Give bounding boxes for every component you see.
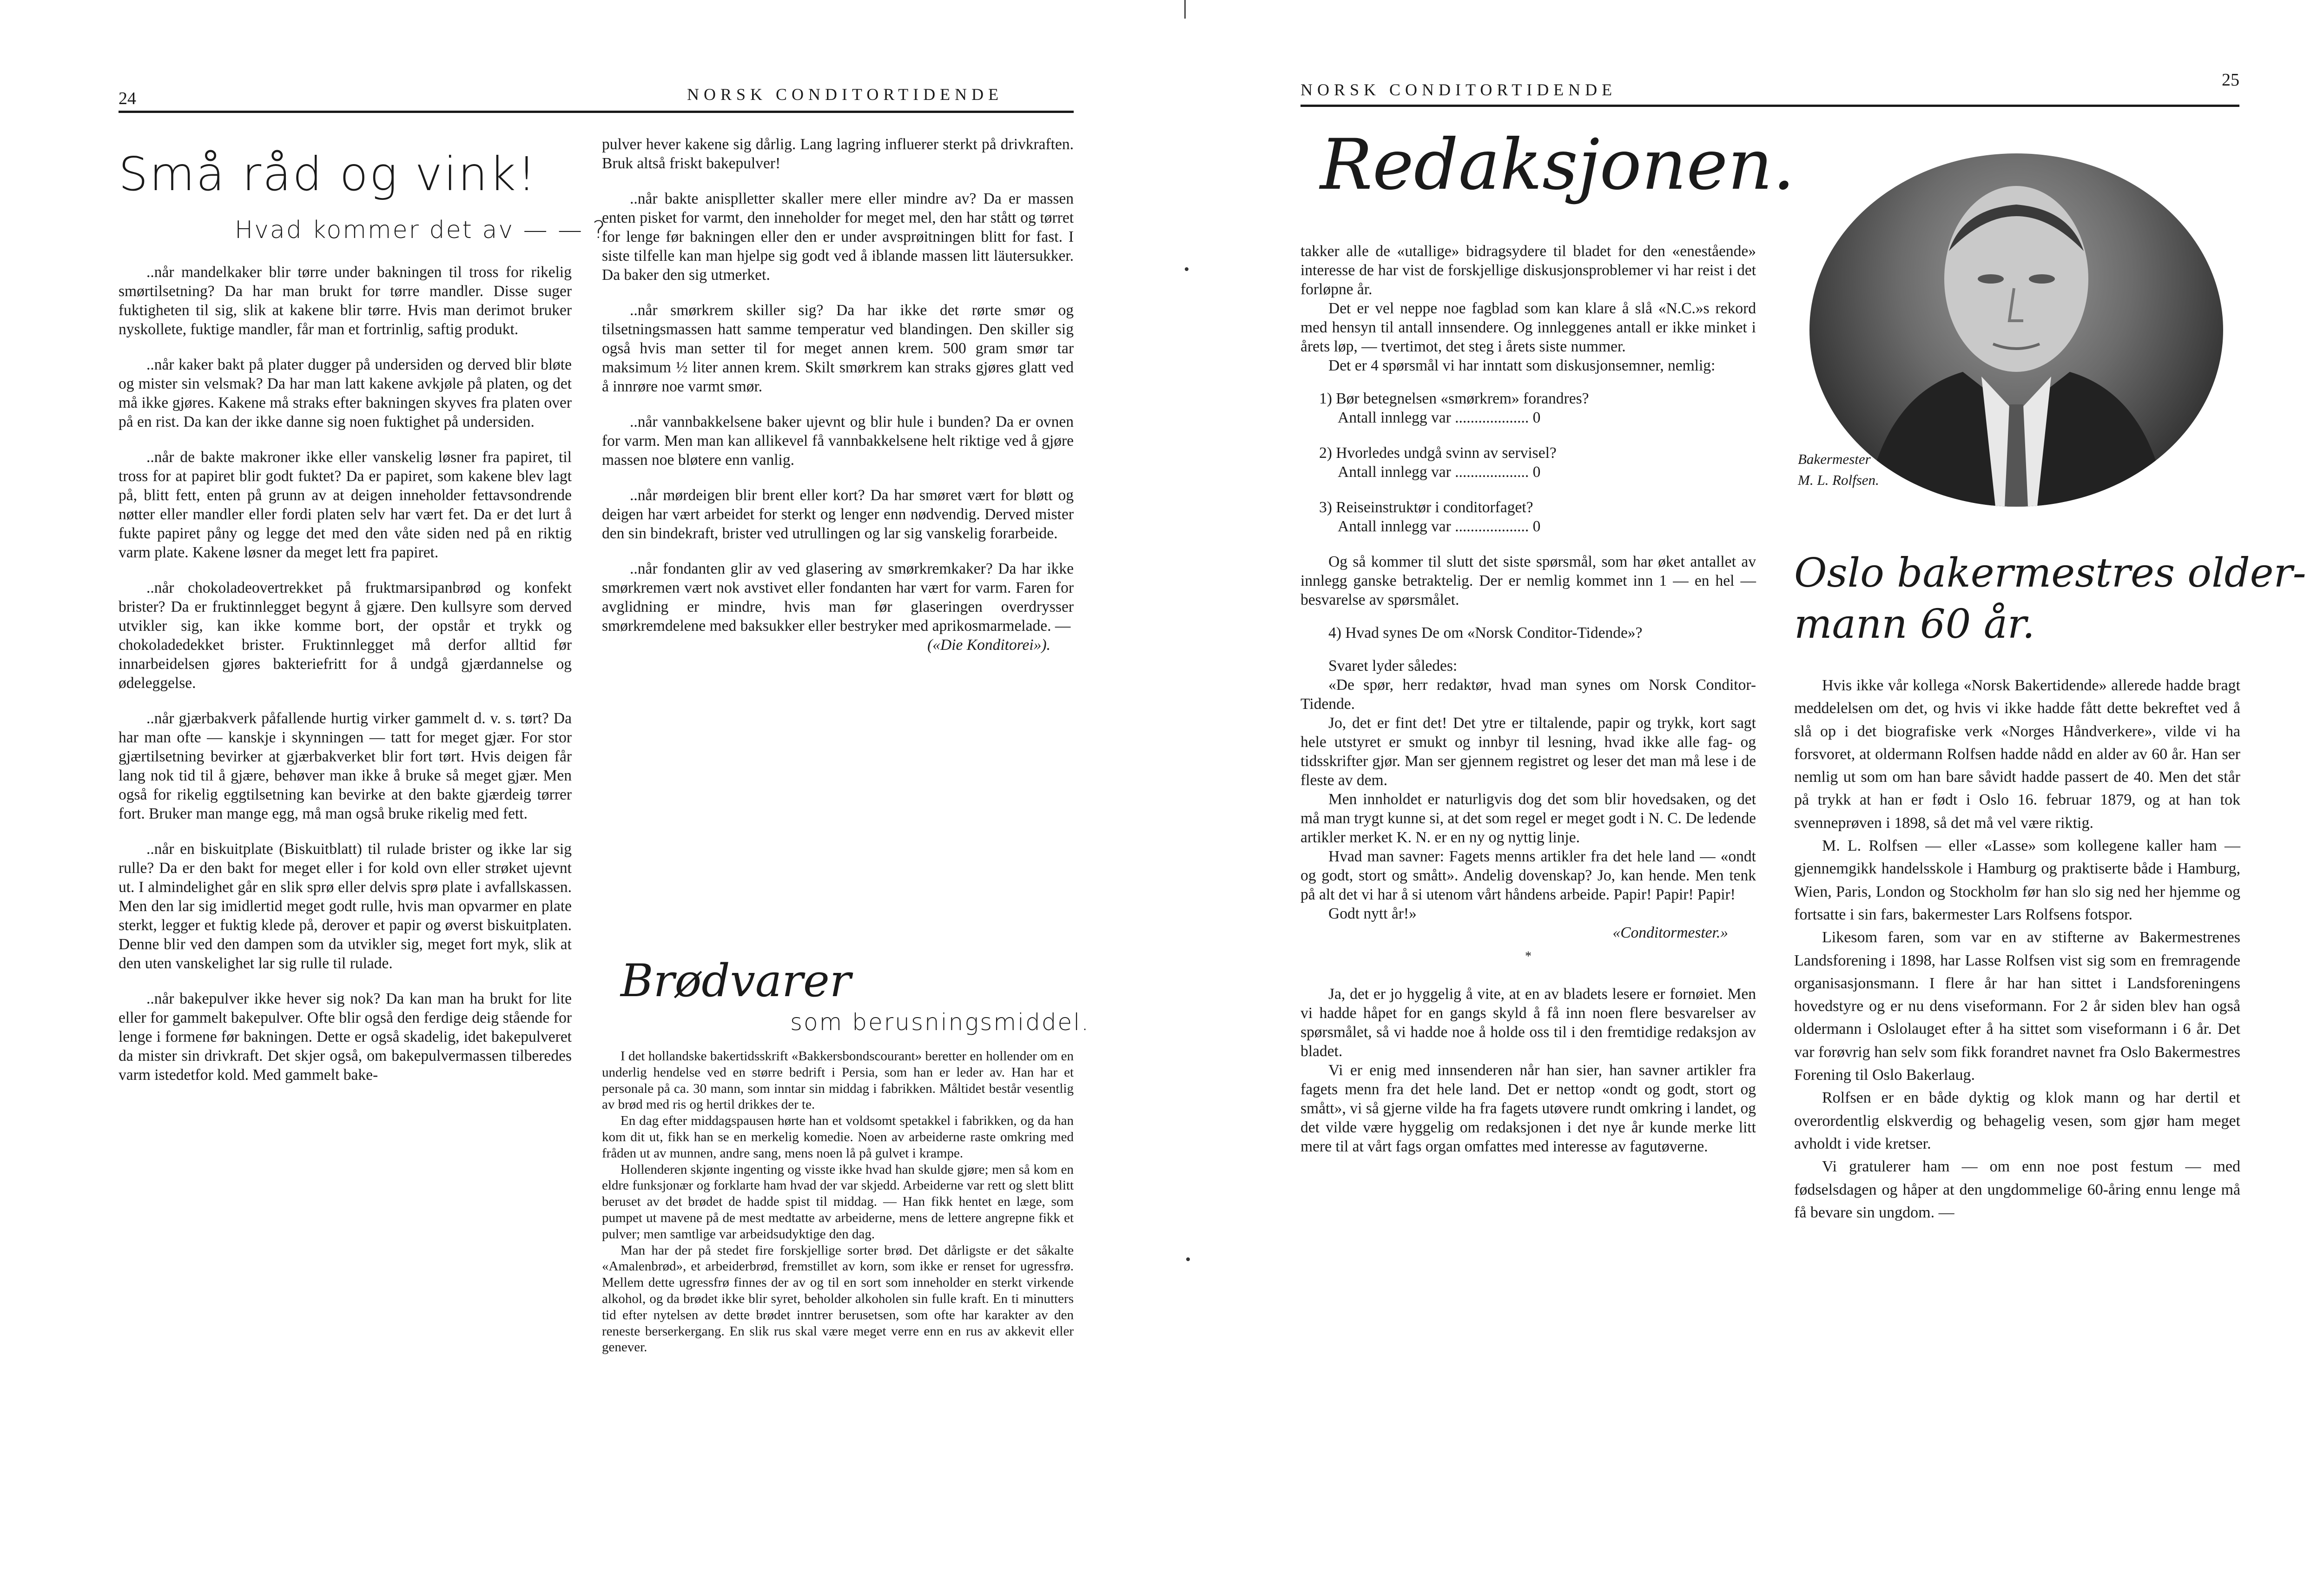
source-citation: («Die Konditorei»). <box>927 636 1050 654</box>
paragraph: Hollenderen skjønte ingenting og visste ikke hvad han skulde gjøre; men så kom en eldre funksjonær og forklarte ham hvad der var skjedd. Arbeiderne var rett og slett blitt beruset av det brødet de hadde spist til middag. — Han fikk hentet en læge, som pumpet ut mavene på de mest medtatte av arbeiderne, mens de lettere angrepne fikk et pulver; men samtlige var arbeidsudyktige den dag. <box>602 1162 1074 1242</box>
paragraph: I det hollandske bakertidsskrift «Bakkersbondscourant» beretter en hollender om en underlig hendelse ved en større bedrift i Persia, som han er leder av. Han har et personale på ca. 30 mann, som inntar sin middag i fabrikken. Måltidet består vesentlig av brød med ris og hertil drikkes der te. <box>602 1049 1074 1112</box>
header-rule <box>119 111 1074 113</box>
paragraph: Og så kommer til slutt det siste spørsmål, som har øket antallet av innlegg ganske betraktelig. Der er nemlig kommet inn 1 — en hel — besvarelse av spørsmålet. <box>1301 553 1756 608</box>
paragraph: Hvad man savner: Fagets menns artikler fra det hele land — «ondt og godt, stort og smått». Andelig dovenskap? Jo, kan hende. Men tenk på alt det vi har å si utenom vårt håndens arbeide. Papir! Papir! Papir! <box>1301 848 1756 903</box>
portrait-photo <box>1809 153 2223 507</box>
question-count: Antall innlegg var ................... 0 <box>1338 518 1541 535</box>
paragraph: ..når chokoladeovertrekket på fruktmarsipanbrød og konfekt brister? Da er fruktinnlegget begynt å gjære. Den kullsyre som derved utvikler sig, kan ikke komme bort, der opstår et trykk og chokoladedekket brister. Fruktinnlegget må derfor alltid før innarbeidelsen gjøres bakteriefritt for å undgå gjærdannelse og ødeleggelse. <box>119 579 572 692</box>
paragraph: ..når de bakte makroner ikke eller vanskelig løsner fra papiret, til tross for at papiret blir godt fuktet? Da er papiret, som kakene blev lagt på, blitt fett, enten på grunn av at deigen inneholder fettavsondrende nøtter eller mandler eller fordi platen selv har vært fet. Da er det lurt å fukte papiret påny og legge det med den våte siden ned på en riktig varm plate. Kakene løsner da meget lett fra papiret. <box>119 449 572 561</box>
signature: «Conditormester.» <box>1612 924 1728 941</box>
page-number: 24 <box>119 89 136 108</box>
question-count: Antall innlegg var ................... 0 <box>1338 463 1541 481</box>
right-page <box>1184 0 2324 1580</box>
portrait-illustration <box>1809 153 2223 507</box>
column-2 <box>1794 674 2240 1224</box>
section-subtitle: Hvad kommer det av — — ? <box>235 216 607 244</box>
paragraph: ..når mandelkaker blir tørre under bakningen til tross for rikelig smørtilsetning? Da har man brukt for tørre mandler. Disse suger fuktigheten til sig, slik at kakene blir tørre. Hvis man derimot bruker nyskollete, fuktige mandler, får man et fortrinlig, saftig produkt. <box>119 264 572 338</box>
paragraph: Vi gratulerer ham — om enn noe post festum — med fødselsdagen og håper at den ungdommelige 60-åring ennu lenge må få bevare sin ungdom. — <box>1794 1158 2240 1221</box>
paragraph: takker alle de «utallige» bidragsydere til bladet for den «enestående» interesse de har vist de forskjellige diskusjonsproblemer vi har reist i det forløpne år. <box>1301 243 1756 298</box>
page-number: 25 <box>2222 70 2239 90</box>
question-list <box>1301 389 1756 536</box>
section-title: Redaksjonen. <box>1320 125 1795 205</box>
header-rule <box>1301 105 2239 107</box>
paragraph: ..når vannbakkelsene baker ujevnt og blir hule i bunden? Da er ovnen for varm. Men man kan allikevel få vannbakkelsene helt riktige ved å gjøre massen noe bløtere enn vanlig. <box>602 413 1074 469</box>
photo-caption: Bakermester <box>1798 451 1871 467</box>
binding-mark <box>1184 0 1186 19</box>
paragraph: Hvis ikke vår kollega «Norsk Bakertidende» allerede hadde bragt meddelelsen om det, og hvis vi ikke hadde fått dette bekreftet ved å slå op i det biografiske verk «Norges Håndverkere», vilde vi ha forsvoret, at oldermann Rolfsen hadde nådd en alder av 60 år. Han ser nemlig ut som om han bare såvidt hadde passert de 40. Men det står på trykk at han er født i Oslo 16. februar 1879, og at han tok svenneprøven i 1898, så det må vel være riktig. <box>1794 677 2240 832</box>
brodvarer-title: Brødvarer <box>621 955 851 1007</box>
paragraph: ..når mørdeigen blir brent eller kort? Da har smøret vært for bløtt og deigen har vært arbeidet for sterkt og lenger enn nødvendig. Derved mister den sin bindekraft, brister ved utrullingen og lar sig vanskelig forarbeide. <box>602 487 1074 542</box>
paragraph: Det er 4 spørsmål vi har inntatt som diskusjonsemner, nemlig: <box>1328 357 1716 374</box>
paragraph: Men innholdet er naturligvis dog det som blir hovedsaken, og det må man trygt kunne si, at det som regel er meget godt i N. C. De ledende artikler merket K. N. er en ny og nyttig linje. <box>1301 791 1756 846</box>
paragraph: Ja, det er jo hyggelig å vite, at en av bladets lesere er fornøiet. Men vi hadde håpet for en gangs skyld å få inn noen flere besvarelser av spørsmålet, så vi hadde noe å holde oss til i den fremtidige redaksjon av bladet. <box>1301 985 1756 1060</box>
question-text: 2) Hvorledes undgå svinn av servisel? <box>1319 444 1557 462</box>
paragraph: ..når kaker bakt på plater dugger på undersiden og derved blir bløte og mister sin velsmak? Da har man latt kakene avkjøle på platen, og det må ikke gjøres. Kakene må straks efter bakningen skyves fra platen over på en rist. Da kan der ikke danne sig noen fuktighet på undersiden. <box>119 356 572 430</box>
running-title: NORSK CONDITORTIDENDE <box>1301 80 1617 99</box>
paragraph: Rolfsen er en både dyktig og klok mann og har dertil et overordentlig elskverdig og behagelig vesen, som gjør ham meget avholdt i vide kretser. <box>1794 1089 2240 1152</box>
binding-mark <box>1186 1257 1190 1261</box>
paragraph: En dag efter middagspausen hørte han et voldsomt spetakkel i fabrikken, og da han kom dit ut, fikk han se en merkelig komedie. Noen av arbeiderne raste omkring med fråden ut av munnen, andre sang, mens noen lå på gulvet i krampe. <box>602 1113 1074 1161</box>
paragraph: Vi er enig med innsenderen når han sier, han savner artikler fra fagets menn fra det hele land. Det er nettop «ondt og godt, stort og smått», vi så gjerne vilde ha fra fagets utøvere rundt omkring i landet, og det vilde være hyggelig om redaksjonen i det nye år kunde merke litt mere til at vårt fags organ omfattes med interesse av fagutøverne. <box>1301 1062 1756 1155</box>
oslo-title-line-1: Oslo bakermestres older- <box>1794 550 2306 596</box>
paragraph: Likesom faren, som var en av stifterne av Bakermestrenes Landsforening i 1898, har Lasse Rolfsen vist sig som en fremragende organisasjonsmann. I flere år har han sittet i Landsforeningens hovedstyre og er nu dens viseformann. For 2 år siden blev han også oldermann i Oslolauget efter å ha sittet som viseformann i 6 år. Det var forøvrig han selv som fikk forandret navnet fra Oslo Bakermestres Forening til Oslo Bakerlaug. <box>1794 929 2240 1084</box>
paragraph: Jo, det er fint det! Det ytre er tiltalende, papir og trykk, kort sagt hele utstyret er smukt og innbyr til lesning, hvad ikke alle fag- og tidsskrifter gjør. Man ser gjennem registret og leser det man må lese i de fleste av dem. <box>1301 714 1756 789</box>
photo-caption: M. L. Rolfsen. <box>1798 472 1879 488</box>
paragraph: M. L. Rolfsen — eller «Lasse» som kollegene kaller ham — gjennemgikk handelsskole i Hamburg og praktiserte både i Hamburg, Wien, Paris, London og Stockholm før han slo sig ned her hjemme og fortsatte i sin fars, bakermester Lars Rolfsens fotspor. <box>1794 837 2240 923</box>
oslo-title-line-2: mann 60 år. <box>1794 601 2035 648</box>
paragraph: ..når fondanten glir av ved glasering av smørkremkaker? Da har ikke smørkremen vært nok avstivet eller fondanten har vært for varm. Faren for avglidning er mindre, hvis man før glaseringen overdrysser smørkremdelene med baksukker eller bestryker med aprikosmarmelade. — <box>602 560 1074 635</box>
paragraph: Det er vel neppe noe fagblad som kan klare å slå «N.C.»s rekord med hensyn til antall innsendere. Og innleggenes antall er ikke minket i årets løp, — tvertimot, det steg i årets siste nummer. <box>1301 300 1756 355</box>
question-count: Antall innlegg var ................... 0 <box>1338 409 1541 426</box>
paragraph: pulver hever kakene sig dårlig. Lang lagring influerer sterkt på drivkraften. Bruk altså friskt bakepulver! <box>602 136 1074 172</box>
paragraph: ..når gjærbakverk påfallende hurtig virker gammelt d. v. s. tørt? Da har man ofte — kanskje i skynningen — tatt for meget gjær. For stor gjærtilsetning bevirker at gjærbakverket blir fort tørt. Hvis deigen får lang nok tid til å gjære, behøver man ikke å bruke så meget gjær. Men også for rikelig eggtilsetning kan bevirke at den bakte gjærdeig tørrer fort. Bruker man mange egg, må man også bruke rikelig med fett. <box>119 710 572 822</box>
question-text: 3) Reiseinstruktør i conditorfaget? <box>1319 499 1533 516</box>
section-title: Små råd og vink! <box>119 147 537 201</box>
binding-mark <box>1185 267 1188 271</box>
paragraph: ..når smørkrem skiller sig? Da har ikke det rørte smør og tilsetningsmassen hatt samme temperatur ved blandingen. Den skiller sig også hvis man setter til for meget annen krem. 500 gram smør tar maksimum ½ liter annen krem. Skilt smørkrem kan straks gjøres glatt ved å innrøre noe varmt smør. <box>602 302 1074 395</box>
paragraph: ..når en biskuitplate (Biskuitblatt) til rulade brister og ikke lar sig rulle? Da er den bakt for meget eller i for kold ovn eller strøket ujevnt ut. I almindelighet går en slik sprø eller delvis sprø plate i avfallskassen. Men den lar sig imidlertid meget godt rulle, hvis man opvarmer en plate sterkt, legger et fuktig klede på, derover et papir og øverst biskuitplaten. Denne blir ved den dampen som da utvikler sig, meget fort myk, slik at den uten vanskelighet lar sig rulle til rulade. <box>119 840 572 972</box>
paragraph: Man har der på stedet fire forskjellige sorter brød. Det dårligste er det såkalte «Amalenbrød», et arbeiderbrød, fremstillet av korn, som ikke er renset for ugressfrø. Mellem dette ugressfrø finnes der av og til en sort som inneholder en sterkt virkende alkohol, og da brødet ikke blir syret, beholder alkoholen sin fulle kraft. En ti minutters tid efter nytelsen av dette brødet inntrer berusetsen, som ofte har karakter av den reneste berserkergang. En slik rus skal være meget verre enn en rus av akkevit eller genever. <box>602 1243 1074 1355</box>
brodvarer-subtitle: som berusningsmiddel. <box>790 1009 1090 1036</box>
paragraph: Godt nytt år!» <box>1328 905 1417 922</box>
question-text: 1) Bør betegnelsen «smørkrem» forandres? <box>1319 390 1589 407</box>
paragraph: Svaret lyder således: <box>1328 657 1458 674</box>
running-title: NORSK CONDITORTIDENDE <box>687 85 1004 104</box>
paragraph: «De spør, herr redaktør, hvad man synes om Norsk Conditor-Tidende. <box>1301 676 1756 713</box>
column-2 <box>602 135 1074 654</box>
paragraph: ..når bakte anisplletter skaller mere eller mindre av? Da er massen enten pisket for varmt, den inneholder for meget mel, den har stått og tørret for lenge før bakningen eller den er under avsprøitningen blitt for fast. I siste tilfelle kan man hjelpe sig godt ved å iblande massen litt läutersukker. Da baker den sig utmerket. <box>602 190 1074 284</box>
column-1 <box>1301 242 1756 1156</box>
paragraph: ..når bakepulver ikke hever sig nok? Da kan man ha brukt for lite eller for gammelt bakepulver. Ofte blir også den ferdige deig stående for lenge i formene før bakningen. Dette er også skadelig, idet bakepulveret da mister sin drivkraft. Det skjer også, om bakepulvermassen tilberedes varm istedetfor kold. Med gammelt bake- <box>119 990 572 1084</box>
column-1 <box>119 263 572 1084</box>
asterisk-divider: * <box>1525 949 1532 964</box>
brodvarer-article <box>602 1048 1074 1355</box>
paragraph: 4) Hvad synes De om «Norsk Conditor-Tidende»? <box>1328 624 1643 641</box>
